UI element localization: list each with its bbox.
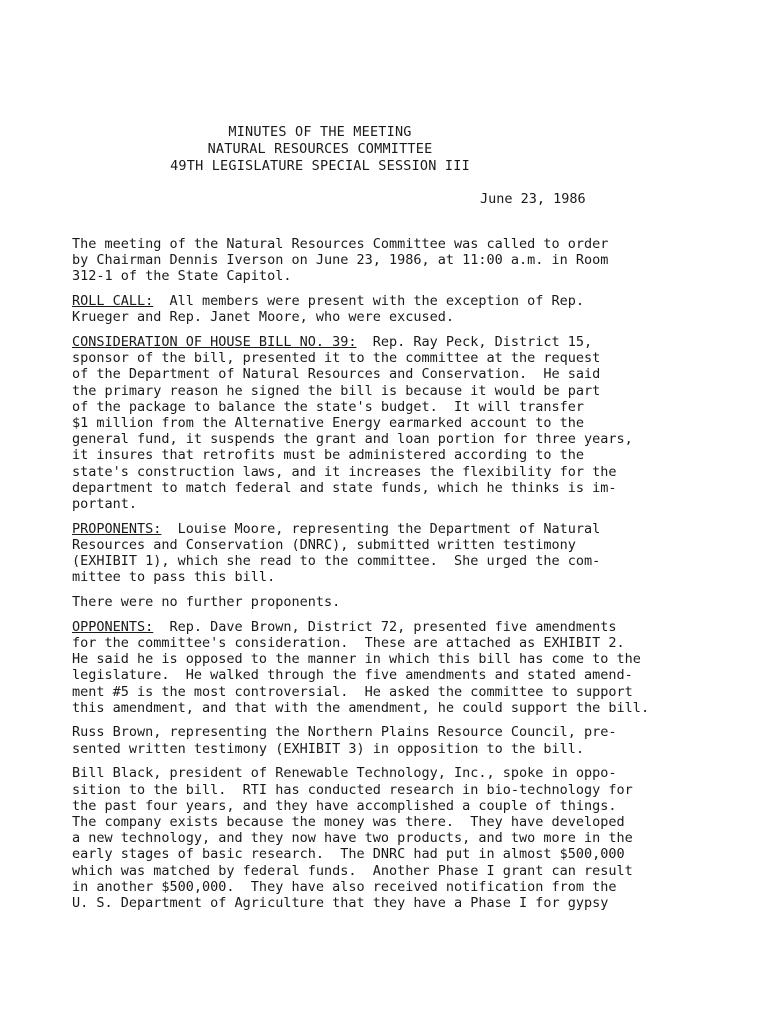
line-text: The meeting of the Natural Resources Committee was called to order: [72, 236, 609, 252]
line-text: 312-1 of the State Capitol.: [72, 268, 292, 285]
line-text: There were no further proponents.: [72, 594, 341, 611]
line-text: this amendment, and that with the amendment, he could support the bill.: [72, 699, 650, 716]
paragraph-line: [72, 635, 752, 651]
line-text: U. S. Department of Agriculture that they have a Phase I for gypsy: [72, 895, 609, 912]
paragraph-line: [72, 268, 752, 284]
paragraph: [72, 521, 752, 586]
line-text: Rep. Dave Brown, District 72, presented five amendments: [153, 618, 617, 635]
paragraph-line: [72, 569, 752, 585]
line-text: (EXHIBIT 1), which she read to the committee. She urged the com-: [72, 553, 601, 570]
line-text: mittee to pass this bill.: [72, 569, 276, 586]
heading-line-1: MINUTES OF THE MEETING: [228, 124, 412, 140]
paragraph-line: [72, 765, 752, 781]
line-text: by Chairman Dennis Iverson on June 23, 1986, at 11:00 a.m. in Room: [72, 252, 609, 269]
line-text: All members were present with the exception of Rep.: [153, 293, 585, 310]
section-label: OPPONENTS:: [72, 618, 154, 635]
paragraph-line: [72, 700, 752, 716]
line-text: general fund, it suspends the grant and loan portion for three years,: [72, 431, 633, 448]
paragraph-line: [72, 309, 752, 325]
line-text: Bill Black, president of Renewable Technology, Inc., spoke in oppo-: [72, 765, 617, 782]
line-text: the past four years, and they have accomplished a couple of things.: [72, 797, 617, 814]
line-text: Louise Moore, representing the Department of Natural: [161, 520, 601, 537]
line-text: Krueger and Rep. Janet Moore, who were excused.: [72, 309, 455, 326]
paragraph-line: [72, 619, 752, 635]
paragraph-line: [72, 741, 752, 757]
line-text: ment #5 is the most controversial. He asked the committee to support: [72, 683, 633, 700]
paragraph-line: [72, 651, 752, 667]
line-text: Rep. Ray Peck, District 15,: [356, 334, 593, 351]
paragraph-line: [72, 252, 752, 268]
paragraph: [72, 236, 752, 285]
minutes-heading: [0, 124, 640, 175]
paragraph-line: [72, 464, 752, 480]
paragraph-line: [72, 431, 752, 447]
line-text: legislature. He walked through the five amendments and stated amend-: [72, 667, 633, 684]
paragraph-line: [72, 537, 752, 553]
line-text: it insures that retrofits must be administered according to the: [72, 447, 585, 464]
line-text: early stages of basic research. The DNRC had put in almost $500,000: [72, 846, 625, 863]
paragraph-line: [72, 334, 752, 350]
paragraph-line: [72, 480, 752, 496]
paragraph-line: [72, 496, 752, 512]
line-text: state's construction laws, and it increases the flexibility for the: [72, 463, 617, 480]
line-text: the primary reason he signed the bill is because it would be part: [72, 382, 601, 399]
line-text: a new technology, and they now have two products, and two more in the: [72, 830, 633, 847]
paragraph-line: [72, 366, 752, 382]
line-text: in another $500,000. They have also received notification from the: [72, 878, 617, 895]
line-text: sition to the bill. RTI has conducted research in bio-technology for: [72, 781, 633, 798]
paragraph-line: [72, 447, 752, 463]
paragraph-line: [72, 724, 752, 740]
paragraph: [72, 619, 752, 716]
line-text: sented written testimony (EXHIBIT 3) in opposition to the bill.: [72, 740, 585, 757]
paragraph-line: [72, 667, 752, 683]
section-label: CONSIDERATION OF HOUSE BILL NO. 39:: [72, 334, 357, 351]
line-text: sponsor of the bill, presented it to the committee at the request: [72, 350, 601, 367]
paragraph-line: [72, 399, 752, 415]
line-text: The company exists because the money was there. They have developed: [72, 814, 625, 830]
paragraph-line: [72, 782, 752, 798]
paragraph-line: [72, 895, 752, 911]
paragraph-line: [72, 814, 752, 830]
line-text: Resources and Conservation (DNRC), submitted written testimony: [72, 536, 576, 553]
paragraph: [72, 765, 752, 911]
meeting-date: June 23, 1986: [480, 191, 586, 207]
paragraph-line: [72, 684, 752, 700]
paragraph-line: [72, 415, 752, 431]
heading-line-3: 49TH LEGISLATURE SPECIAL SESSION III: [170, 158, 470, 174]
paragraph: [72, 594, 752, 610]
heading-line-2: NATURAL RESOURCES COMMITTEE: [207, 141, 433, 157]
paragraph-line: [72, 594, 752, 610]
paragraph: [72, 724, 752, 756]
paragraph-line: [72, 846, 752, 862]
paragraph: [72, 334, 752, 512]
paragraph: [72, 293, 752, 325]
line-text: which was matched by federal funds. Another Phase I grant can result: [72, 862, 633, 879]
section-label: PROPONENTS:: [72, 520, 162, 537]
paragraph-line: [72, 553, 752, 569]
line-text: He said he is opposed to the manner in which this bill has come to the: [72, 651, 641, 668]
paragraph-line: [72, 830, 752, 846]
paragraph-line: [72, 236, 752, 252]
line-text: portant.: [72, 496, 138, 513]
minutes-body: [72, 236, 752, 920]
paragraph-line: [72, 863, 752, 879]
paragraph-line: [72, 293, 752, 309]
line-text: for the committee's consideration. These are attached as EXHIBIT 2.: [72, 634, 625, 651]
paragraph-line: [72, 879, 752, 895]
paragraph-line: [72, 798, 752, 814]
line-text: Russ Brown, representing the Northern Plains Resource Council, pre-: [72, 724, 617, 741]
paragraph-line: [72, 350, 752, 366]
paragraph-line: [72, 383, 752, 399]
section-label: ROLL CALL:: [72, 293, 154, 310]
line-text: of the Department of Natural Resources and Conservation. He said: [72, 366, 601, 383]
line-text: of the package to balance the state's budget. It will transfer: [72, 398, 585, 415]
paragraph-line: [72, 521, 752, 537]
line-text: department to match federal and state funds, which he thinks is im-: [72, 479, 617, 496]
line-text: $1 million from the Alternative Energy earmarked account to the: [72, 415, 585, 432]
